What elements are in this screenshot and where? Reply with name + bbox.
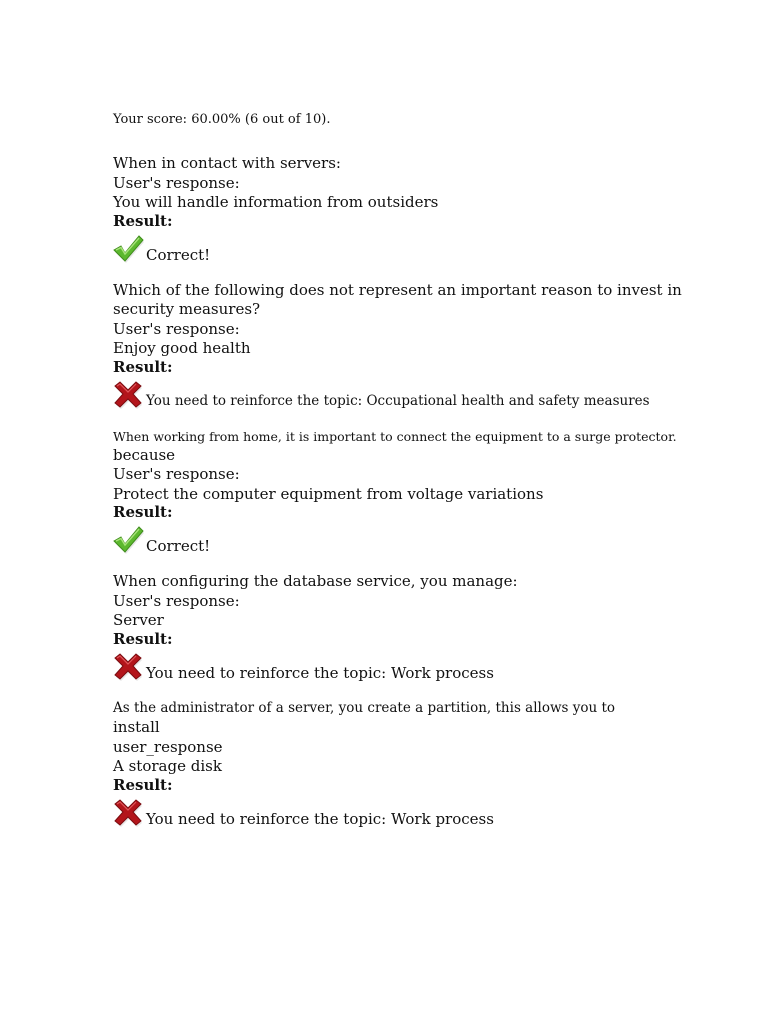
user-response: Server [113,611,164,629]
result-label: Result: [113,503,173,521]
question-text: As the administrator of a server, you create a partition, this allows you to [113,699,616,716]
result-text: You need to reinforce the topic: Work process [146,663,494,682]
result-text: You need to reinforce the topic: Occupational health and safety measures [146,392,650,409]
question-text-continued: install [113,718,160,736]
result-row [113,230,713,264]
response-label: user_response [113,737,223,756]
result-label: Result: [113,357,173,376]
user-response: Protect the computer equipment from voltage variations [113,484,544,503]
user-response: A storage disk [113,757,222,775]
question-block-3 [113,427,713,556]
question-text: When in contact with servers: [113,154,341,172]
result-row [113,648,713,682]
result-row [113,794,713,828]
question-text: When configuring the database service, you manage: [113,572,518,590]
response-label: User's response: [113,319,240,338]
response-label: User's response: [113,173,240,192]
result-text: Correct! [146,537,211,555]
quiz-results-page [113,110,713,845]
question-block-4 [113,572,713,682]
result-label: Result: [113,775,173,794]
result-text: You need to reinforce the topic: Work process [146,809,494,828]
cross-icon [112,380,144,410]
check-icon [112,234,144,264]
question-block-1 [113,154,713,264]
question-text: When working from home, it is important to connect the equipment to a surge protector. [113,428,677,444]
user-response: You will handle information from outsiders [113,193,439,211]
check-icon [112,525,144,555]
question-block-2 [113,281,713,410]
cross-icon [112,798,144,828]
result-row [113,376,713,410]
score-summary: Your score: 60.00% (6 out of 10). [113,112,331,127]
result-label: Result: [113,211,173,230]
question-text-continued: because [113,445,176,464]
cross-icon [112,652,144,682]
response-label: User's response: [113,465,240,483]
user-response: Enjoy good health [113,339,251,357]
question-block-5 [113,699,713,828]
question-text-continued: security measures? [113,300,261,318]
response-label: User's response: [113,591,240,610]
result-label: Result: [113,629,173,648]
question-text: Which of the following does not represent an important reason to invest in [113,280,682,299]
result-row [113,521,713,555]
result-text: Correct! [146,245,211,264]
